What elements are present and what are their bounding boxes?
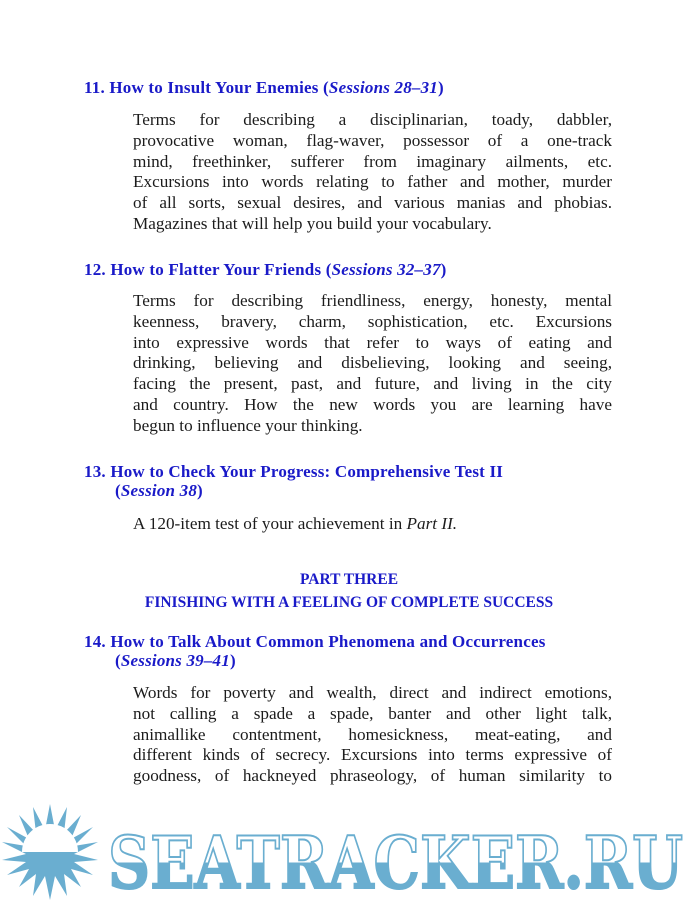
part-title: FINISHING WITH A FEELING OF COMPLETE SUCCESS [144,594,554,611]
section-12-heading: 12. How to Flatter Your Friends (Sessions 32–37) [84,260,447,279]
section-13-description: A 120-item test of your achievement in Part II. [133,514,458,533]
section-14-heading: 14. How to Talk About Common Phenomena and Occurrences (Sessions 39–41) [84,632,546,670]
watermark-logo [0,800,690,902]
watermark-text: SEATRACKER.RU [108,820,683,902]
section-11-description: Terms for describing a disciplinarian, toady, dabbler, provocative woman, flag-waver, possessor of a one-track mind, freethinker, sufferer from imaginary ailments, etc. Excursions into words relating to father and mother, murder of all sorts, sexual desires, and various manias and phobias. Magazines that will help you build your vocabulary. [133,110,612,233]
sun-icon [2,804,98,900]
section-13-heading: 13. How to Check Your Progress: Comprehensive Test II (Session 38) [84,462,504,500]
section-14-description: Words for poverty and wealth, direct and indirect emotions, not calling a spade a spade, banter and other light talk, animallike contentment, homesickness, meat-eating, and different kinds of secrecy. Excursions into terms expressive of goodness, of hackneyed phraseology, of human similarity to [133,683,612,786]
section-11-heading: 11. How to Insult Your Enemies (Sessions 28–31) [84,78,444,97]
section-12-description: Terms for describing friendliness, energy, honesty, mental keenness, bravery, charm, sophistication, etc. Excursions into expressive words that refer to ways of eating and drinking, believing and disbelieving, looking and seeing, facing the present, past, and future, and living in the city and country. How the new words you are learning have begun to influence your thinking. [133,291,612,435]
part-label: PART THREE [299,571,399,588]
